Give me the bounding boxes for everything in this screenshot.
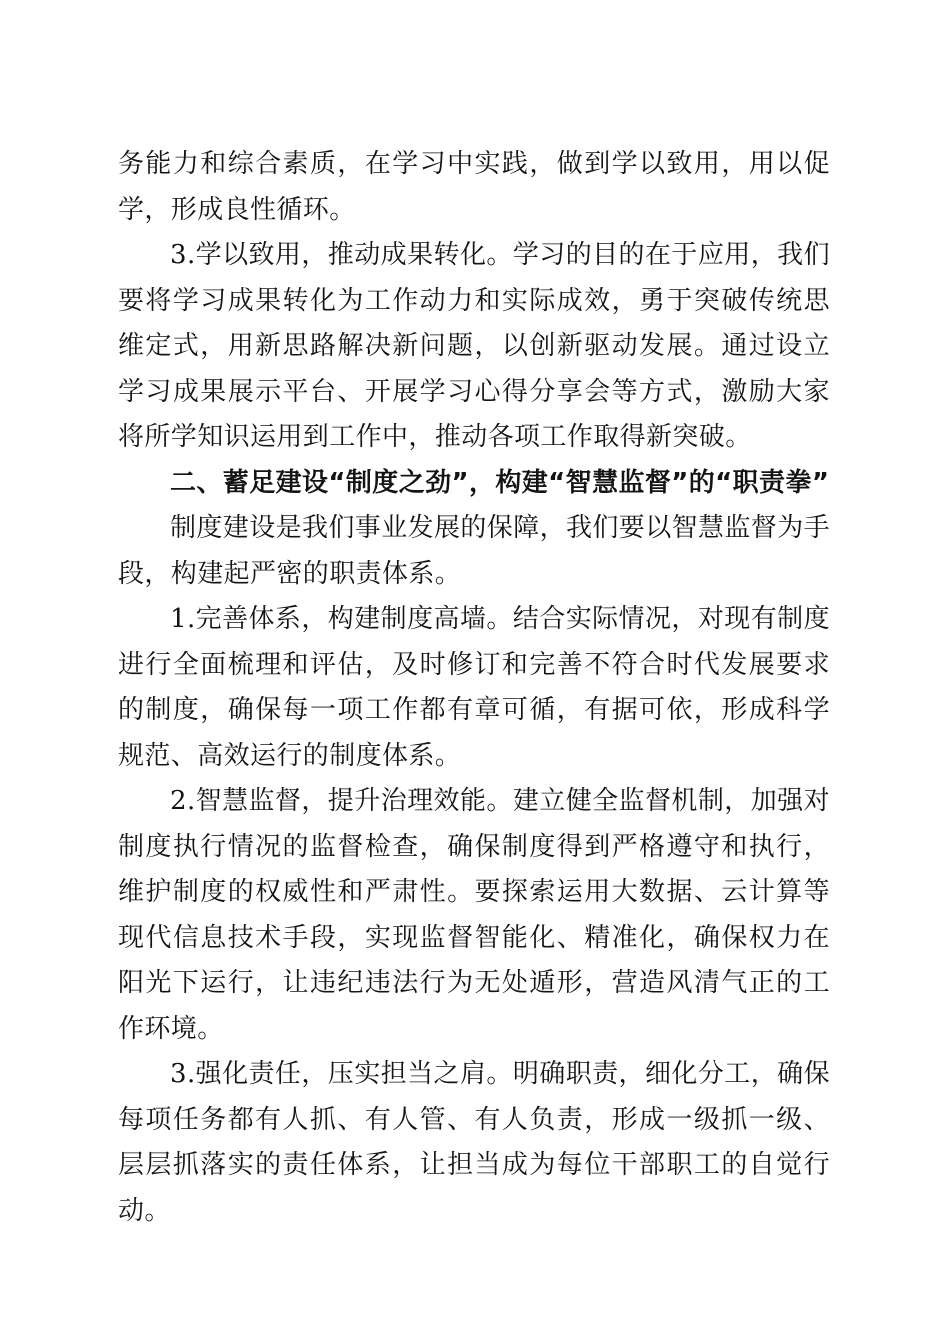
paragraph-item-2-smart-supervision: 2.智慧监督，提升治理效能。建立健全监督机制，加强对制度执行情况的监督检查，确保制度得到严格遵守和执行，维护制度的权威性和严肃性。要探索运用大数据、云计算等现代信息技术手段，实现监督智能化、精准化，确保权力在阳光下运行，让违纪违法行为无处遁形，营造风清气正的工作环境。: [118, 786, 830, 1044]
document-body: [118, 142, 830, 1234]
paragraph-item-3-apply-learning: 3.学以致用，推动成果转化。学习的目的在于应用，我们要将学习成果转化为工作动力和实际成效，勇于突破传统思维定式，用新思路解决新问题，以创新驱动发展。通过设立学习成果展示平台、开展学习心得分享会等方式，激励大家将所学知识运用到工作中，推动各项工作取得新突破。: [118, 240, 830, 452]
paragraph-item-3-strengthen-responsibility: 3.强化责任，压实担当之肩。明确职责，细化分工，确保每项任务都有人抓、有人管、有人负责，形成一级抓一级、层层抓落实的责任体系，让担当成为每位干部职工的自觉行动。: [118, 1059, 830, 1226]
section-heading-2: 二、蓄足建设“制度之劲”，构建“智慧监督”的“职责拳”: [170, 467, 830, 498]
paragraph-continuation: 务能力和综合素质，在学习中实践，做到学以致用，用以促学，形成良性循环。: [118, 149, 830, 225]
paragraph-section-intro: 制度建设是我们事业发展的保障，我们要以智慧监督为手段，构建起严密的职责体系。: [118, 513, 831, 589]
paragraph-item-1-improve-system: 1.完善体系，构建制度高墙。结合实际情况，对现有制度进行全面梳理和评估，及时修订和完善不符合时代发展要求的制度，确保每一项工作都有章可循，有据可依，形成科学规范、高效运行的制度体系。: [118, 604, 830, 771]
